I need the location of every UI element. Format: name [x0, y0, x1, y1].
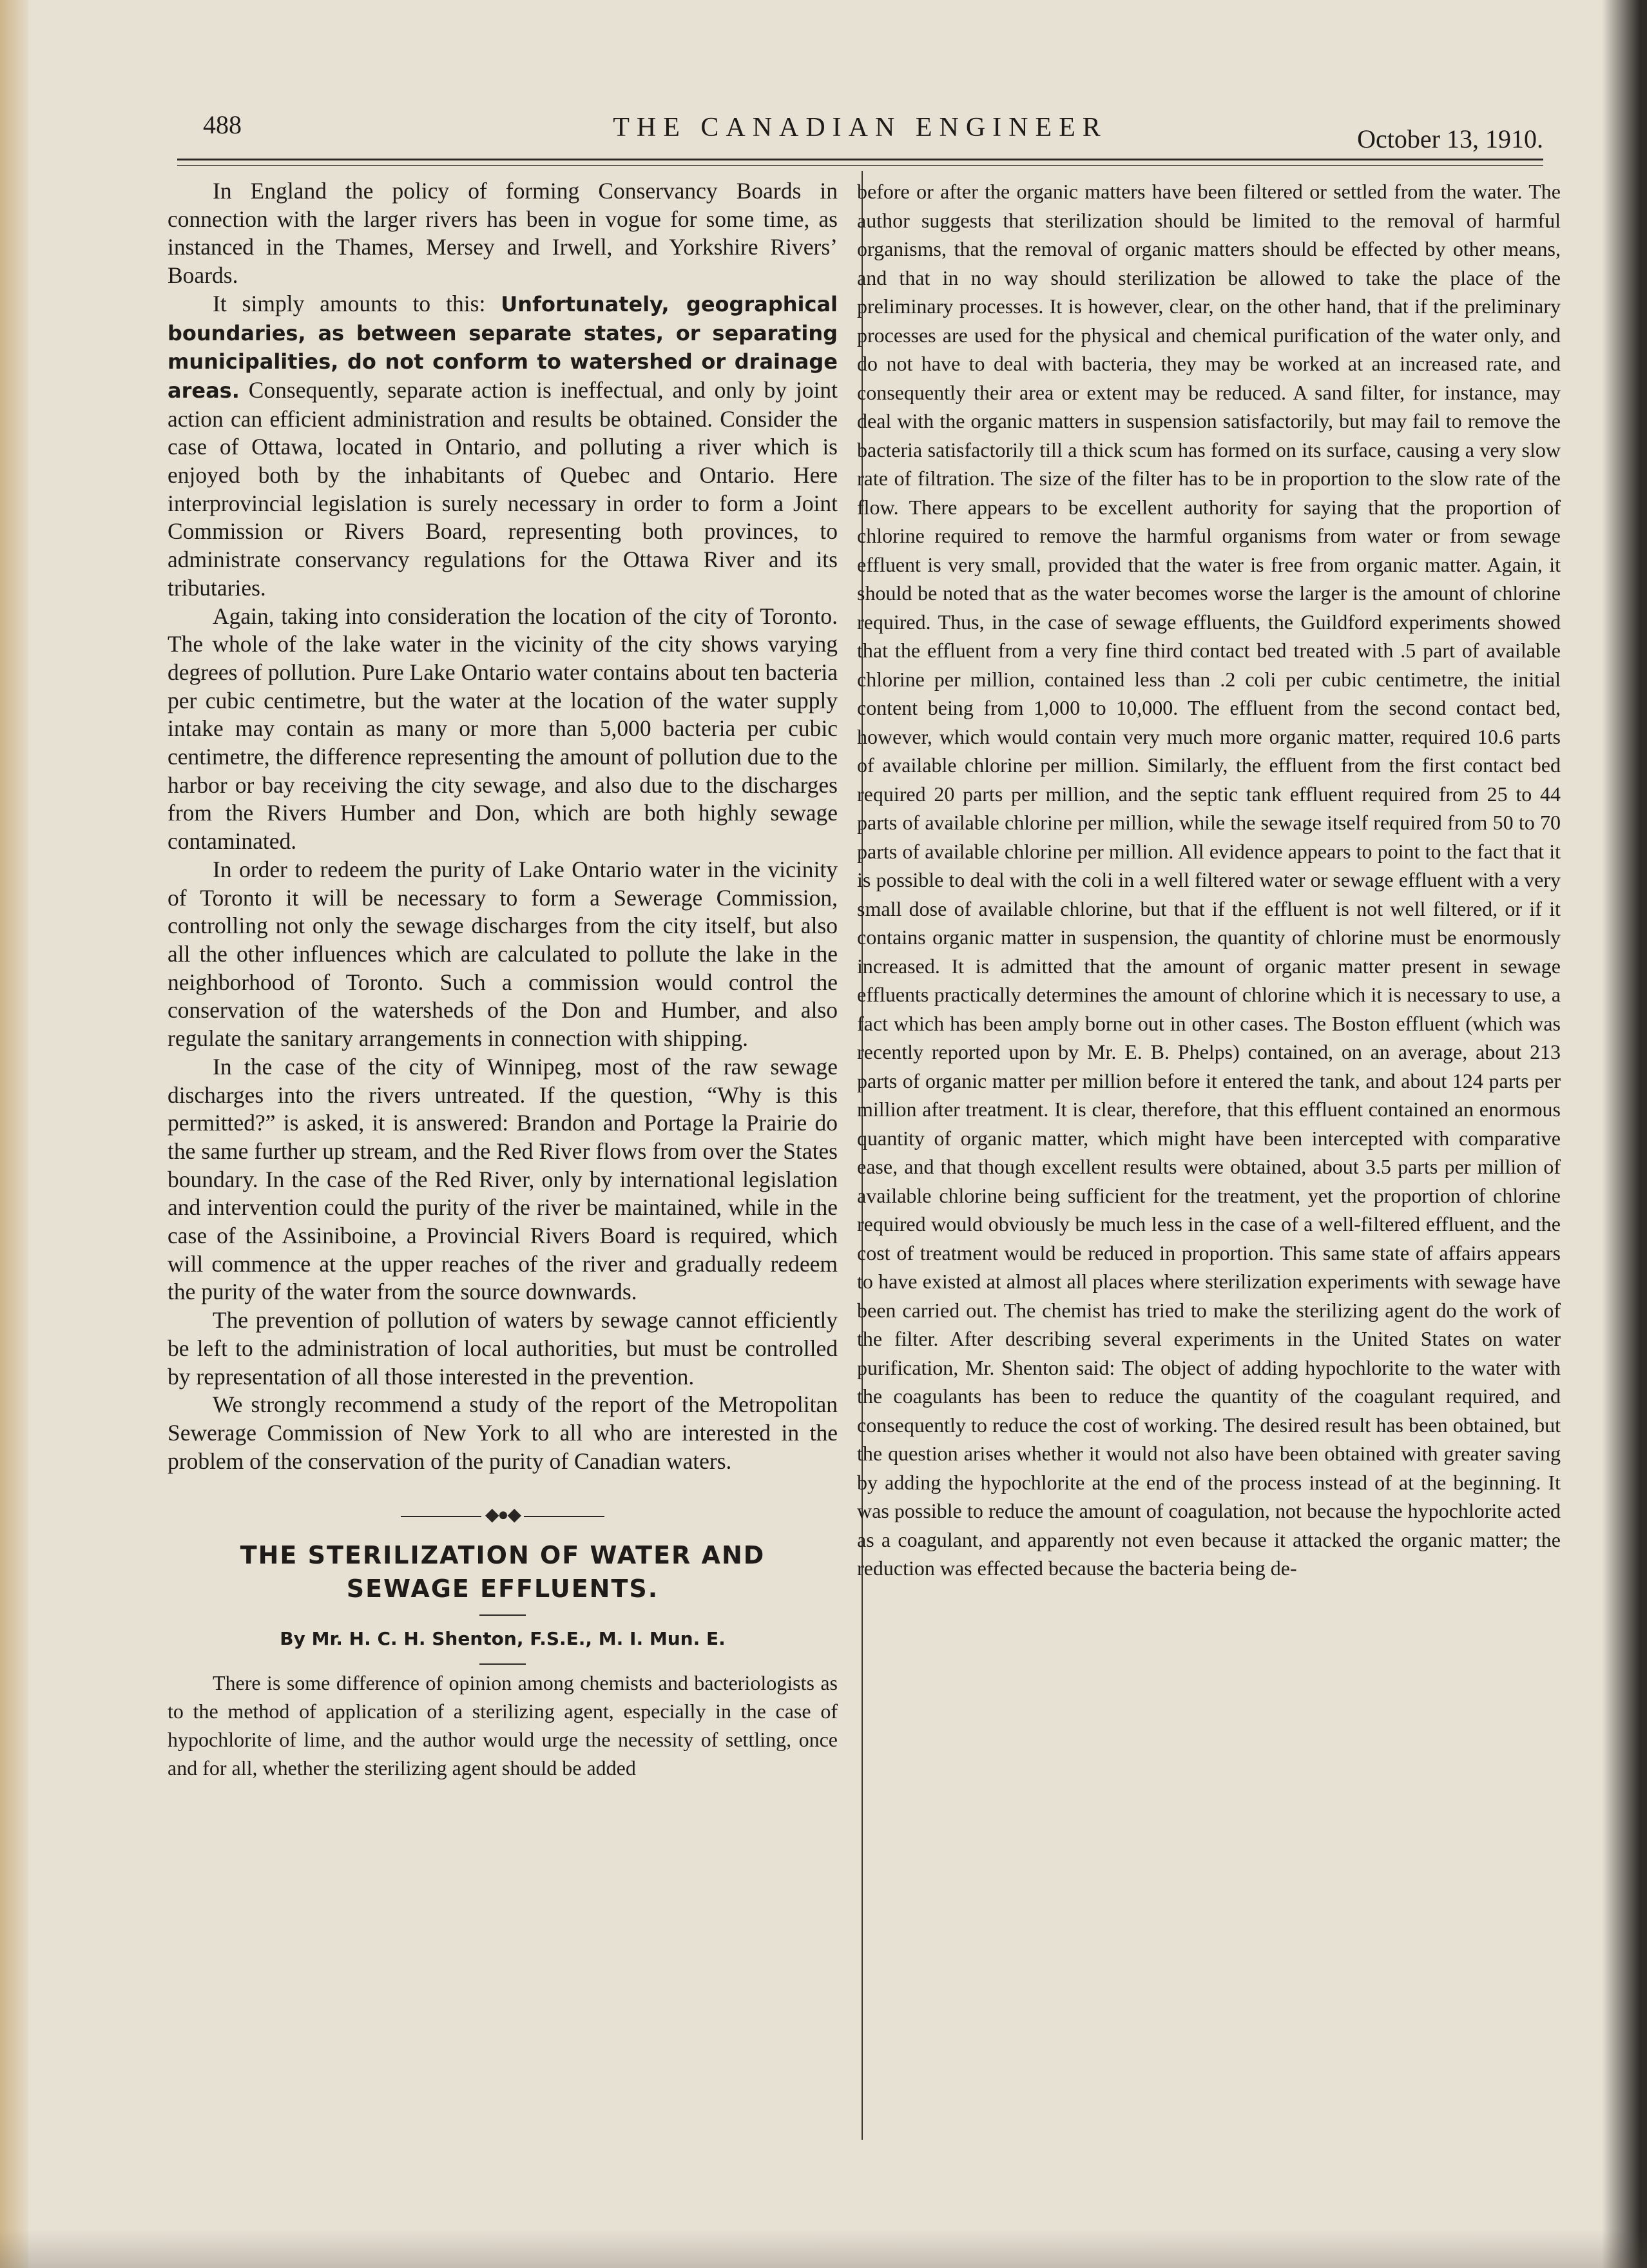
paragraph	[168, 290, 838, 603]
page-edge-shadow	[1602, 0, 1647, 2268]
page-number: 488	[203, 110, 242, 139]
header-rule	[177, 159, 1543, 160]
paragraph: before or after the organic matters have been filtered or settled from the water. The author suggests that sterilization should be limited to the removal of harmful organisms, that the removal of organic matters should be effected by other means, and that in no way should sterilization be allowed to take the place of the preliminary processes. It is however, clear, on the other hand, that if the preliminary processes are used for the physical and chemical purification of the water only, and do not have to deal with bacteria, they may be worked at an increased rate, and consequently their area or extent may be reduced. A sand filter, for instance, may deal with the organic matters in suspension satisfactorily, but may fail to remove the bacteria satisfactorily till a thick scum has formed on its surface, causing a very slow rate of filtration. The size of the filter has to be in proportion to the slow rate of the flow. There appears to be excellent authority for saying that the proportion of chlorine required to remove the harmful organisms from water or from sewage effluent is very small, provided that the water is free from organic matter. Again, it should be noted that as the water becomes worse the larger is the amount of chlorine required. Thus, in the case of sewage effluents, the Guildford experiments showed that the effluent from a very fine third contact bed treated with .5 part of available chlorine per million, contained less than .2 coli per cubic centimetre, the initial content being from 1,000 to 10,000. The effluent from the second contact bed, however, which would contain very much more organic matter, required 10.6 parts of available chlorine per million. Similarly, the effluent from the first contact bed required 20 parts per million, and the septic tank effluent required from 25 to 44 parts of available chlorine per million, while the sewage itself required from 50 to 70 parts of available chlorine per million. All evidence appears to point to the fact that it is possible to deal with the coli in a well filtered water or sewage effluent with a very small dose of available chlorine, but that if the effluent is not well filtered, or if it contains organic matter in suspension, the quantity of chlorine must be enormously increased. It is admitted that the amount of organic matter present in sewage effluents practically determines the amount of chlorine which it is necessary to use, a fact which has been amply borne out in other cases. The Boston effluent (which was recently reported upon by Mr. E. B. Phelps) contained, on an average, about 213 parts of organic matter per million before it entered the tank, and about 124 parts per million after treatment. It is clear, therefore, that this effluent contained an enormous quantity of organic matter, which might have been intercepted with comparative ease, and that though excellent results were obtained, about 3.5 parts per million of available chlorine being sufficient for the treatment, yet the proportion of chlorine required would obviously be much less in the case of a well-filtered effluent, and the cost of treatment would be reduced in proportion. This same state of affairs appears to have existed at almost all places where sterilization experiments with sewage have been carried out. The chemist has tried to make the sterilizing agent do the work of the filter. After describing several experiments in the United States on water purification, Mr. Shenton said: The object of adding hypochlorite to the water with the coagulants has been to reduce the quantity of the coagulant required, and consequently to reduce the cost of working. The desired result has been obtained, but the question arises whether it would not also have been obtained with greater saving by adding the hypochlorite at the end of the process instead of at the beginning. It was possible to reduce the amount of coagulation, not because the hypochlorite acted as a coagulant, and apparently not even because it attacked the organic matter; the reduction was effected because the bacteria being de-	[857, 180, 1561, 1580]
section-ornament: ◆●◆	[168, 1501, 838, 1529]
paragraph: In order to redeem the purity of Lake Ontario water in the vicinity of Toronto it will be necessary to form a Sewerage Commission, controlling not only the sewage discharges from the city itself, but also all the other influences which are calculated to pollute the lake in the neighborhood of Toronto. Such a commission would control the conservation of the watersheds of the Don and Humber, and also regulate the sanitary arrangements in connection with shipping.	[168, 856, 838, 1052]
paragraph-text: It simply amounts to this:	[213, 290, 501, 316]
article-title-line: SEWAGE EFFLUENTS.	[346, 1575, 659, 1604]
byline: By Mr. H. C. H. Shenton, F.S.E., M. I. Mun. E.	[280, 1628, 726, 1650]
left-column	[168, 177, 838, 1782]
paragraph: We strongly recommend a study of the report of the Metropolitan Sewerage Commission of New York to all who are interested in the problem of the conservation of the purity of Canadian waters.	[168, 1391, 838, 1474]
journal-title: THE CANADIAN ENGINEER	[613, 113, 1108, 142]
byline-rule	[479, 1663, 526, 1665]
paragraph: There is some difference of opinion among chemists and bacteriologists as to the method of application of a sterilizing agent, especially in the case of hypochlorite of lime, and the author would urge the necessity of settling, once and for all, whether the sterilizing agent should be added	[168, 1671, 838, 1779]
binding-edge	[0, 0, 28, 2268]
article-title-line: THE STERILIZATION OF WATER AND	[240, 1541, 766, 1570]
running-head	[177, 110, 1543, 155]
emphasis-text: Unfortunately, geographical boundaries, as between separate states, or separating municipalities, do not conform to watershed or drainage areas.	[168, 291, 838, 403]
paragraph-text: Consequently, separate action is ineffectual, and only by joint action can efficient administration and results be obtained. Consider the case of Ottawa, located in Ontario, and polluting a river which is enjoyed both by the inhabitants of Quebec and Ontario. Here interprovincial legislation is surely necessary in order to form a Joint Commission or Rivers Board, representing both provinces, to administrate conservancy regulations for the Ottawa River and its tributaries.	[168, 376, 838, 601]
paragraph: In the case of the city of Winnipeg, most of the raw sewage discharges into the rivers untreated. If the question, “Why is this permitted?” is asked, it is answered: Brandon and Portage la Prairie do the same further up stream, and the Red River flows from over the States boundary. In the case of the Red River, only by international legislation and intervention could the purity of the river be maintained, while in the case of the Assiniboine, a Provincial Rivers Board is required, which will commence at the upper reaches of the river and gradually redeem the purity of the water from the source downwards.	[168, 1053, 838, 1305]
issue-date: October 13, 1910.	[1357, 124, 1543, 153]
paragraph: Again, taking into consideration the location of the city of Toronto. The whole of the lake water in the vicinity of the city shows varying degrees of pollution. Pure Lake Ontario water contains about ten bacteria per cubic centimetre, but the water at the location of the water supply intake may contain as many or more than 5,000 bacteria per cubic centimetre, the difference representing the amount of pollution due to the harbor or bay receiving the city sewage, and also due to the discharges from the Rivers Humber and Don, which are both highly sewage contaminated.	[168, 603, 838, 855]
header-rule-thin	[177, 165, 1543, 166]
article-title	[168, 1538, 838, 1605]
right-column	[857, 177, 1561, 1583]
page-bottom-shadow	[0, 2229, 1647, 2268]
title-rule	[479, 1614, 526, 1616]
paragraph: The prevention of pollution of waters by sewage cannot efficiently be left to the administration of local authorities, but must be controlled by representation of all those interested in the prevention.	[168, 1307, 838, 1390]
paragraph: In England the policy of forming Conservancy Boards in connection with the larger rivers has been in vogue for some time, as instanced in the Thames, Mersey and Irwell, and Yorkshire Rivers’ Boards.	[168, 178, 838, 289]
